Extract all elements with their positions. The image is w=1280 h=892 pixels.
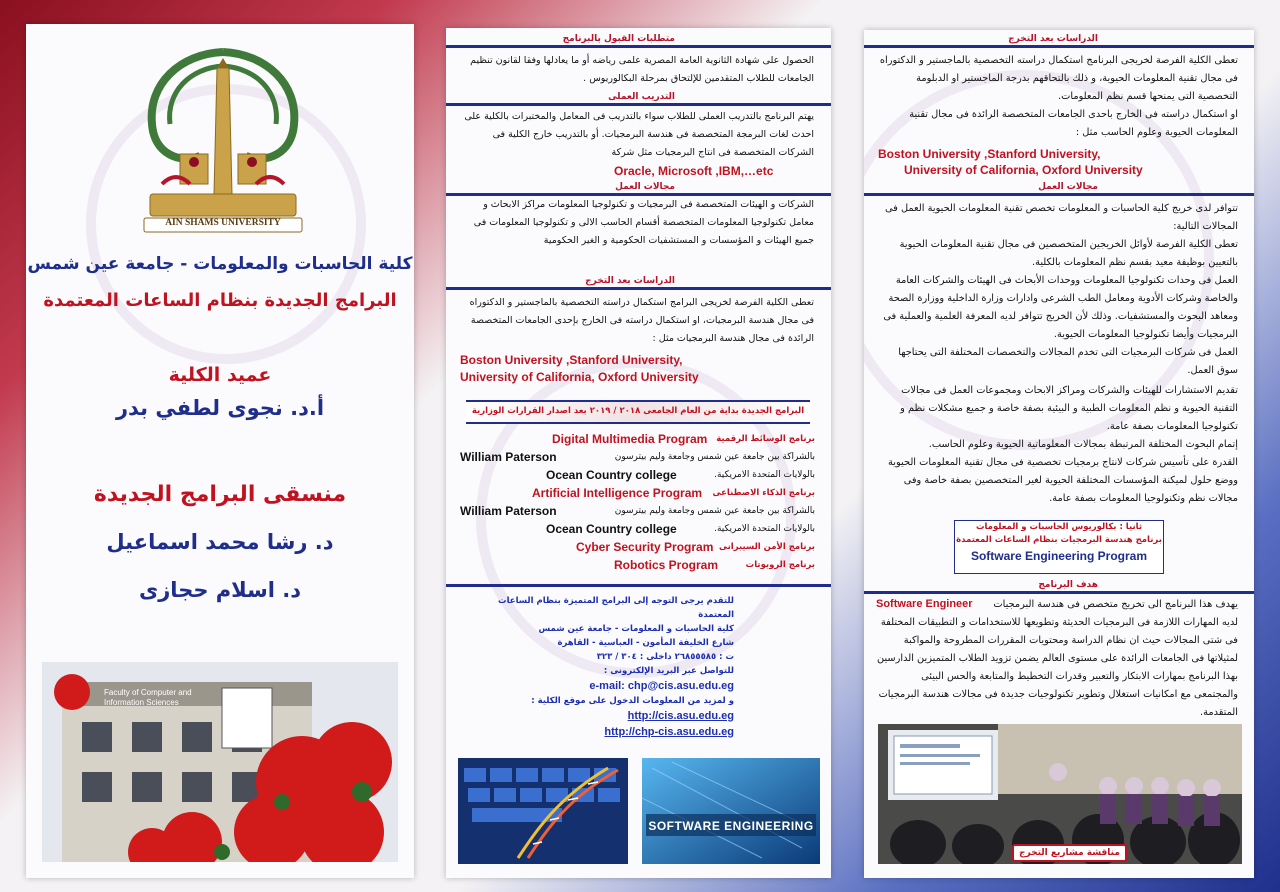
dean-label: عميد الكلية (168, 364, 272, 386)
postgrad-universities-2: University of California, Oxford University (904, 163, 1143, 177)
work-item-2b: العمل فى شركات البرمجيات التى تخدم المجالات والتخصصات المختلفة التى يحتاجها سوق العمل. (898, 347, 1238, 376)
work-item-4: إتمام البحوث المختلفة المرتبطة بمجالات المعلوماتية الحيوية وعلوم الحاسب. (928, 439, 1238, 450)
postgrad-item-2: او استكمال دراسته فى الخارج باحدى الجامعات المتخصصة الرائدة فى مجال تقنية المعلومات الحيوية وعلوم الحاسب مثل : (909, 109, 1238, 138)
work-intro: تتوافر لدى خريج كلية الحاسبات و المعلومات تخصص تقنية المعلومات الحيوية العمل فى المجالات التالية: (885, 203, 1238, 232)
programs-banner (466, 400, 810, 424)
postgrad-text: تعطى الكلية الفرصة لخريجى البرامج استكمال دراسته التخصصية بالماجستير و الدكتوراه فى مجال هندسة البرمجيات، او استكمال دراسته فى الخارج بإحدى الجامعات المتخصصة الرائدة فى مجال هندسة البرمجيات مثل : (469, 297, 814, 344)
program-1-label: برنامج الوسائط الرقمية (716, 434, 815, 444)
training-heading: التدريب العملى (446, 90, 831, 106)
contact-faculty: كلية الحاسبات و المعلومات - جامعة عين شمس (538, 624, 734, 634)
middle-panel (446, 28, 831, 878)
contact-address: شارع الخليفة المأمون - العباسية - القاهرة (557, 638, 734, 648)
program-1-country: بالولايات المتحدة الامريكية. (714, 470, 815, 480)
programs-title: البرامج الجديدة بنظام الساعات المعتمدة (43, 290, 397, 311)
program-3-title: Cyber Security Program (576, 540, 714, 554)
cover-panel (26, 24, 414, 878)
program-2-title: Artificial Intelligence Program (532, 486, 703, 500)
program-2-partner: بالشراكة بين جامعة عين شمس وجامعة وليم بيترسون (614, 506, 815, 516)
program-box (954, 520, 1164, 574)
software-engineering-image (642, 758, 820, 864)
university-logo (140, 44, 306, 244)
postgrad-universities-1: Boston University ,Stanford University, (460, 353, 683, 367)
goal-heading: هدف البرنامج (864, 578, 1254, 594)
dean-name: أ.د. نجوى لطفي بدر (115, 396, 325, 420)
contact-email[interactable]: e-mail: chp@cis.asu.edu.eg (589, 680, 734, 692)
program-2-partner-en: William Paterson (460, 504, 557, 518)
postgrad-item-1: تعطى الكلية الفرصة لخريجى البرنامج استكمال دراسته التخصصية بالماجستير و الدكتوراه فى مجال تقنية المعلومات الحيوية، و ذلك بالتحاقهم بدرجة الماجستير او الدبلومة التخصصية التى يمنحها قسم نظم المعلومات. (879, 55, 1238, 102)
contact-url-2[interactable]: http://chp-cis.asu.edu.eg (604, 726, 734, 738)
program-1-partner-en: William Paterson (460, 450, 557, 464)
program-2-country: بالولايات المتحدة الامريكية. (714, 524, 815, 534)
contact-more-label: و لمزيد من المعلومات الدخول على موقع الكلية : (531, 696, 734, 706)
program-box-line-1: ثانيا : بكالوريوس الحاسبات و المعلومات (975, 522, 1143, 532)
work-heading: مجالات العمل (864, 180, 1254, 196)
coordinator-2: د. اسلام حجازى (138, 578, 302, 602)
work-item-2: العمل فى وحدات تكنولوجيا المعلومات ووحدات الأبحاث فى الهيئات والشركات العامة والخاصة وشركات الأدوية ومعامل الطب الشرعى وادارات وزارة الداخلية ووزارة الصحة ومعاهد البحوث والمستشفيات. وذلك لأن الخريج تتوافر لديه المعرفة العلمية والعملية فى البرمجيات وأيضا تكنولوجيا المعلومات الحيوية. (883, 275, 1238, 340)
training-companies: Oracle, Microsoft ,IBM,…etc (614, 164, 774, 178)
training-text: يهتم البرنامج بالتدريب العملى للطلاب سواء بالتدريب فى المعامل والمختبرات بالكلية على احدث لغات البرمجة المتخصصة فى هندسة البرمجيات. أو بالتدريب خارج الكلية فى الشركات المتخصصة فى انتاج البرمجيات مثل شركة (464, 111, 814, 158)
work-item-5: القدرة على تأسيس شركات لانتاج برمجيات تخصصية فى مجال تقنية المعلومات الحيوية ووضع حلول لميكنة المؤسسات المختلفة الحيوية لغير المتخصصين بصفة خاصة وفى مجالات نظم وتكنولوجيا المعلومات بصفة عامة. (888, 457, 1238, 504)
postgrad-heading: الدراسات بعد التخرج (864, 32, 1254, 48)
coordinator-label: منسقى البرامج الجديدة (93, 482, 347, 507)
goal-prefix: يهدف هذا البرنامج الى تخريج متخصص فى هندسة البرمجيات (993, 599, 1238, 610)
work-text: الشركات و الهيئات المتخصصة فى البرمجيات و تكنولوجيا المعلومات مراكز الابحاث و معامل تكنولوجيا المعلومات المتخصصة أقسام الحاسب الالى و تكنولوجيا المعلومات فى جميع الهيئات و المؤسسات و المستشفيات الحكومية و الغير الحكومية (473, 199, 814, 246)
program-box-line-2: برنامج هندسة البرمجيات بنظام الساعات المعتمدة (956, 535, 1162, 545)
program-4-title: Robotics Program (614, 558, 719, 572)
contact-intro: للتقدم يرجى التوجه إلى البرامج المتميزة بنظام الساعات المعتمدة (498, 596, 734, 620)
goal-text: لديه المهارات اللازمة فى البرمجيات الحديثة وتطويعها للاستخدامات و التطبيقات المختلفة فى شتى المجالات حيث ان نظام الدراسة ومحتويات المقررات المطروحة والمواكبة لمثيلاتها فى الجامعات الرائدة على مستوى العالم يضمن تزويد الطلاب المتميزين الدارسين بهذا البرنامج بمهارات الابتكار والتعبير وقدرات التخطيط والمتابعة والحس البيئى والمجتمعى مع امكانيات استغلال وتطوير تكنولوجيات جديدة فى مجالات هندسة البرمجيات المتقدمة. (877, 617, 1238, 718)
contact-email-label: للتواصل عبر البريد الإلكترونى : (603, 666, 734, 676)
work-item-3: تقديم الاستشارات للهيئات والشركات ومراكز الابحاث ومجموعات العمل فى مجالات التقنية الحيوية و نظم المعلومات الطبية و البيئية بصفة خاصة و جميع مشكلات نظم و تكنولوجيا المعلومات بصفة عامة. (900, 385, 1238, 432)
work-item-1: تعطى الكلية الفرصة لأوائل الخريجين المتخصصين فى مجال تقنية المعلومات الحيوية بالتعيين بوظيفة معيد بقسم نظم المعلومات بالكلية. (899, 239, 1238, 268)
goal-en-title: Software Engineer (876, 598, 973, 610)
program-1-partner: بالشراكة بين جامعة عين شمس وجامعة وليم بيترسون (614, 452, 815, 462)
postgrad-universities-1: Boston University ,Stanford University, (878, 147, 1101, 161)
faculty-line: كلية الحاسبات والمعلومات - جامعة عين شمس (27, 254, 413, 274)
programs-banner-text: البرامج الجديدة بداية من العام الجامعى ٢٠١٨ / ٢٠١٩ بعد اصدار القرارات الوزارية (471, 406, 805, 416)
admission-text: الحصول على شهادة الثانوية العامة المصرية علمى رياضه أو ما يعادلها وفقا لقانون تنظيم الجامعات للطلاب المتقدمين للإلتحاق بمرحلة البكالوريوس . (470, 55, 814, 84)
section-divider (446, 584, 831, 587)
right-panel (864, 30, 1254, 878)
contact-block (464, 594, 734, 740)
program-1-title: Digital Multimedia Program (552, 432, 708, 446)
work-heading: مجالات العمل (446, 180, 831, 196)
coordinator-1: د. رشا محمد اسماعيل (106, 530, 334, 554)
photo-caption: مناقشة مشاريع التخرج (1012, 844, 1127, 862)
university-name-en: AIN SHAMS UNIVERSITY (165, 218, 281, 228)
program-box-line-3: Software Engineering Program (970, 549, 1148, 563)
graduation-projects-photo (878, 724, 1242, 864)
building-sign: Faculty of Computer and Information Sciences (104, 688, 192, 707)
keyboard-dna-image (458, 758, 628, 864)
postgrad-universities-2: University of California, Oxford University (460, 370, 699, 384)
admission-heading: متطلبات القبول بالبرنامج (446, 32, 831, 48)
postgrad-heading: الدراسات بعد التخرج (446, 274, 831, 290)
program-3-label: برنامج الأمن السيبرانى (718, 542, 815, 552)
contact-url-1[interactable]: http://cis.asu.edu.eg (627, 710, 734, 722)
software-engineering-banner: SOFTWARE ENGINEERING (648, 819, 814, 833)
faculty-building-photo (42, 662, 398, 862)
program-4-label: برنامج الروبوتات (745, 560, 815, 570)
program-2-label: برنامج الذكاء الاصطناعى (712, 488, 815, 498)
contact-phone: ت : ٢٦٨٥٥٥٨٥ داخلى : ٣٠٤ / ٣٢٣ (596, 652, 734, 662)
program-1-college: Ocean Country college (546, 468, 677, 482)
program-2-college: Ocean Country college (546, 522, 677, 536)
